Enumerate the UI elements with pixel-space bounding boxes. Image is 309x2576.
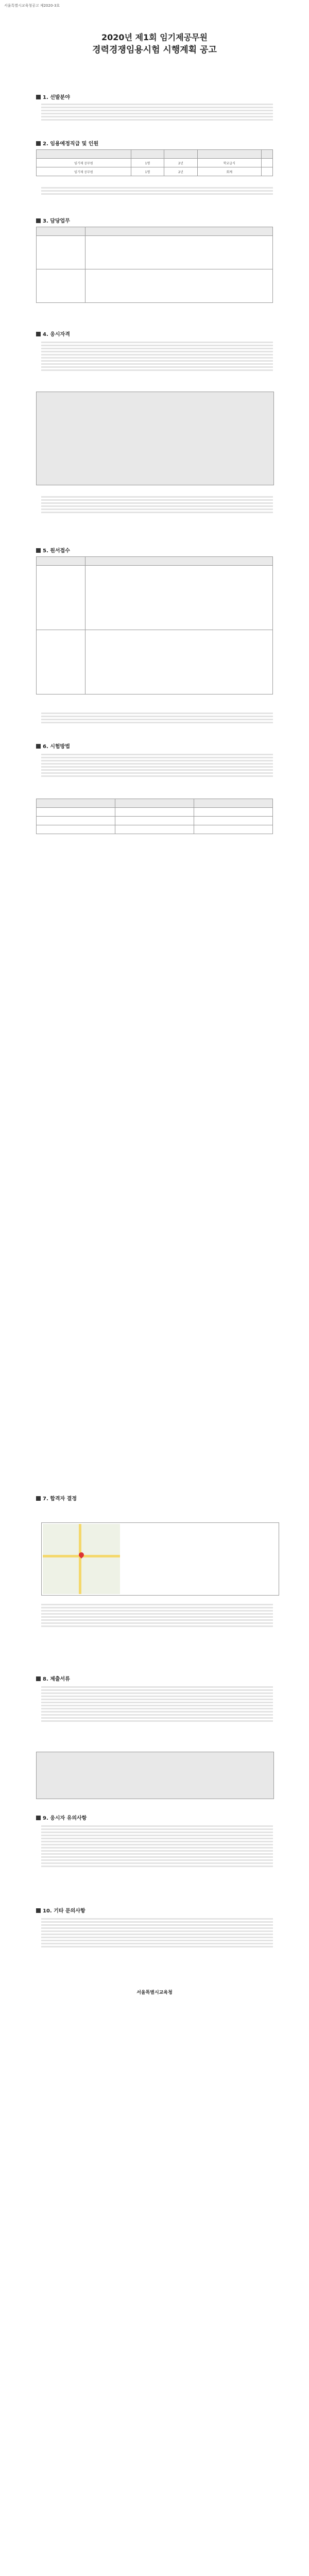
section-heading: 9. 응시자 유의사항 [36,1814,87,1821]
notice-box [36,1752,274,1799]
positions-table: 임기제 공무원 1명 2년 학교급식 임기제 공무원 1명 2년 회계 [36,149,273,176]
title-line2: 경력경쟁임용시험 시행계획 공고 [92,45,217,55]
text-block [41,495,273,515]
section-heading: 6. 시험방법 [36,742,70,750]
title-line1: 2020년 제1회 임기제공무원 [101,32,208,42]
section-heading: 5. 원서접수 [36,546,70,554]
text-block [41,1917,273,1949]
text-block [41,752,273,778]
text-block [41,102,273,122]
section-heading: 7. 합격자 결정 [36,1494,77,1502]
closing-organization: 서울특별시교육청 [136,1990,173,1995]
application-table [36,556,273,694]
text-block [41,340,273,372]
header-note: 서울특별시교육청공고 제2020-3호 [4,4,60,8]
text-block [41,1824,273,1869]
text-block [41,711,273,725]
location-box [41,1522,279,1596]
section-heading: 2. 임용예정직급 및 인원 [36,139,98,147]
text-block [41,1685,273,1723]
section-heading: 1. 선발분야 [36,93,70,100]
section-heading: 10. 기타 문의사항 [36,1906,85,1914]
qualification-box [36,392,274,485]
location-map [43,1524,120,1594]
section-heading: 3. 담당업무 [36,216,70,224]
section-heading: 8. 제출서류 [36,1674,70,1682]
scoring-table [36,799,273,834]
text-block [41,185,273,196]
section-heading: 4. 응시자격 [36,330,70,337]
text-block [41,1602,273,1629]
duties-table [36,227,273,303]
